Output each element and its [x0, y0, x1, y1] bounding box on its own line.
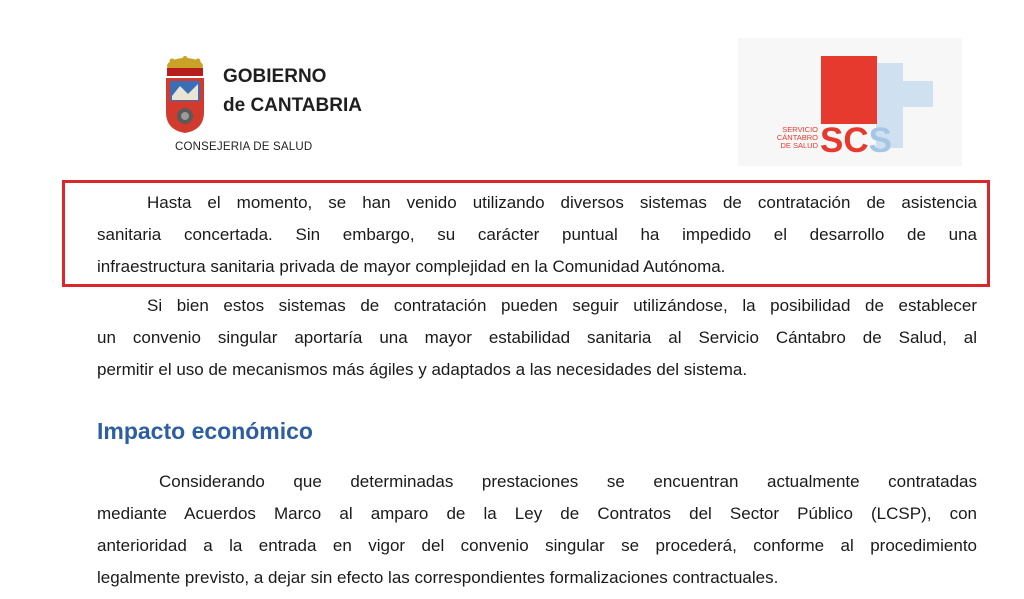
coat-of-arms-icon	[162, 56, 208, 134]
paragraph-line: Si bien estos sistemas de contratación pueden seguir utilizándose, la posibilidad de establecer	[147, 296, 977, 315]
paragraph-1	[97, 187, 977, 283]
scs-red-overlay	[850, 56, 877, 124]
paragraph-line: Hasta el momento, se han venido utilizando diversos sistemas de contratación de asistencia	[147, 193, 977, 212]
scs-small-line: CÁNTABRO	[776, 133, 818, 142]
document-header	[0, 0, 1024, 175]
paragraph-line: legalmente previsto, a dejar sin efecto las correspondientes formalizaciones contractuales.	[97, 568, 779, 587]
section-heading: Impacto económico	[97, 418, 313, 444]
scs-letters-red: SC	[820, 121, 869, 160]
paragraph-line: mediante Acuerdos Marco al amparo de la Ley de Contratos del Sector Público (LCSP), con	[97, 504, 977, 523]
logo-subtitle: CONSEJERIA DE SALUD	[175, 141, 313, 153]
gobierno-cantabria-logo	[160, 56, 400, 166]
logo-title-line1: GOBIERNO	[223, 66, 327, 87]
paragraph-line: sanitaria concertada. Sin embargo, su carácter puntual ha impedido el desarrollo de una	[97, 225, 977, 244]
scs-small-line: DE SALUD	[780, 141, 818, 150]
paragraph-3	[97, 466, 977, 594]
scs-small-text	[756, 126, 818, 150]
logo-title-line2: de CANTABRIA	[223, 95, 362, 116]
scs-letters	[820, 122, 892, 160]
paragraph-line: un convenio singular aportaría una mayor estabilidad sanitaria al Servicio Cántabro de Salud, al	[97, 328, 977, 347]
paragraph-2	[97, 290, 977, 386]
paragraph-line: infraestructura sanitaria privada de mayor complejidad en la Comunidad Autónoma.	[97, 257, 726, 276]
scs-logo	[738, 38, 962, 166]
scs-letters-blue: S	[868, 121, 892, 160]
paragraph-line: anterioridad a la entrada en vigor del convenio singular se procederá, conforme al procedimiento	[97, 536, 977, 555]
paragraph-line: permitir el uso de mecanismos más ágiles y adaptados a las necesidades del sistema.	[97, 360, 748, 379]
scs-small-line: SERVICIO	[782, 125, 818, 134]
paragraph-line: Considerando que determinadas prestaciones se encuentran actualmente contratadas	[159, 472, 977, 491]
logo-title	[223, 62, 362, 120]
